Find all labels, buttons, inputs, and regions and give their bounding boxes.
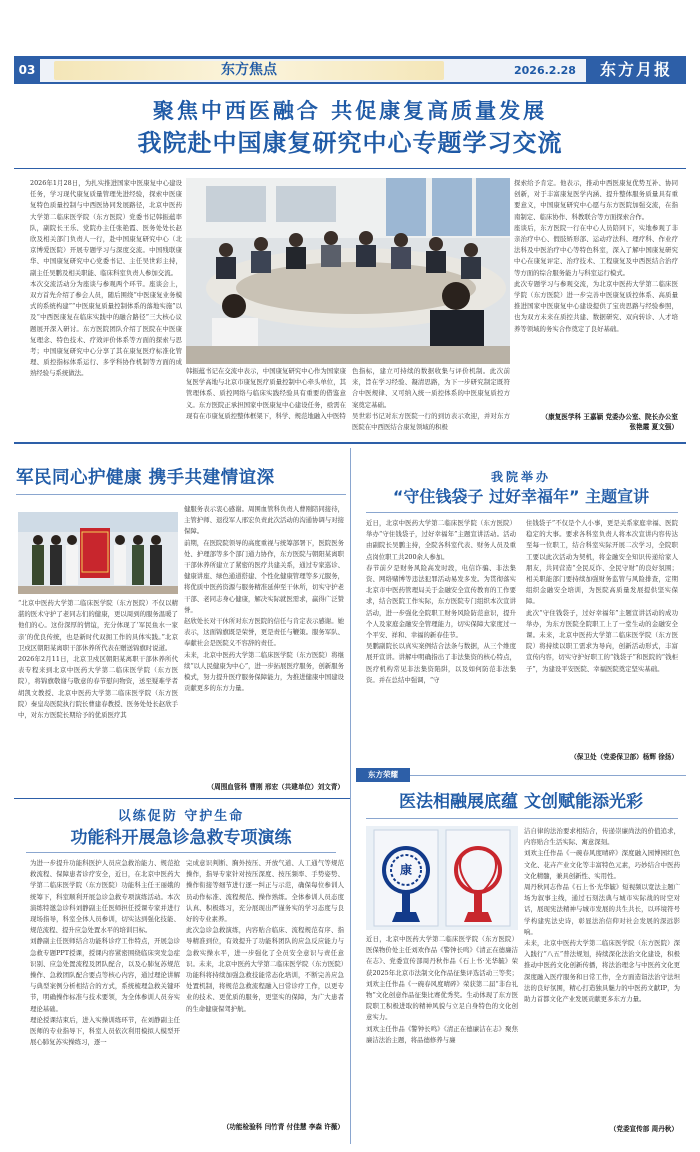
lead-meeting-photo xyxy=(186,178,510,364)
honor-tag-text: 东方荣耀 xyxy=(368,770,398,779)
drill-credit: （功能检验科 闫竹青 付佳慧 李森 许薇） xyxy=(222,1123,344,1131)
drill-kicker: 以练促防 守护生命 xyxy=(117,809,245,824)
lead-title-underline xyxy=(14,168,686,169)
honor-column-2: 洁自律的法治要求相结合，传递崇廉尚法的价值追求，内容贴合生活实际、寓意深刻。 刘欢主任作品《一碗春风度晴碎》深度融入园博园红色文化、花卉产业文化等丰富特色元素，巧妙结合中医药文化精髓，兼具创新性、实用性。 周丹秋同志作品《石上书·光华毓》短视频以宽法主题广场为叙事主线，通过石刻法典与城市实际战的时空对话，展现宪法精神与城市发展的共生共长，以环境符号学构建宪法史诗，彰显法治信仰对社会发展的深远影响。 未来，北京中医药大学第二临床医学院（东方医院）深入践行“八五”普法规划，持续深化法治文化建设，积极推动中医药文化创新传播，将法治理念与中医药文化更深度融入医疗服务和日常工作，全方面造诣法治守法坦法的良好氛围，精心打造独具魅力的中医药文献IP，为助力首都文化产业发展贡献更多东方力量。 xyxy=(524,827,680,1004)
meeting-room-illustration xyxy=(186,178,510,364)
military-column-2: 健服务表示衷心感谢。周围血管科负责人曹刚陪同接待，主管护师、退役军人邢宏负责此次活动的沟通协调与对接保障。 前期，在医院院领导的高度重视与统筹部署下，医院医务处、护理部等多个部门通力协作，东方医院与朝阳某离职干部休养所建立了紧密的医疗共建关系，通过专家巡诊、健康讲座、绿色通道搭建、个性化健康管理等多元服务，将优质中医药资源与服务精准延伸至干休所，切实守护老干部、老同志身心健康，解决实际就医需求，赢得广泛赞誉。 赵欣处长对干休所对东方医院的信任与肯定表示感谢。她表示，这面锦旗既是荣誉，更是责任与鞭策。服务军队、奉献社会是医院义不容辞的责任。 未来，北京中医药大学第二临床医学院（东方医院）将继续“以人民健康为中心”，进一步拓展医疗服务，创新服务模式，努力提升医疗服务保障能力，为推进健康中国建设贡献更多的东方力量。 xyxy=(184,505,344,693)
drill-title: 功能科开展急诊急救专项演练 xyxy=(70,828,292,848)
drill-column-2: 完成意识判断、胸外按压、开放气道、人工通气等规范操作，指导专家针对按压深度、按压频率、手势姿势、操作衔接等细节进行逐一纠正与示范，确保每位参训人员动作标准、流程规范、操作熟练。全体参训人员态度认真、积极练习，充分展现出严谨务实的学习态度与良好的专业素养。 此次急诊急救演练，内容贴合临床、流程规范有序、指导精准到位，有效提升了功能科团队的应急反应能力与急救实操水平，进一步强化了全员安全意识与责任意识。未来，北京中医药大学第二临床医学院（东方医院）功能科将持续加强急救技能常态化培训，不断完善应急处置机制，将规范急救流程融入日常诊疗工作，以更专业的技术、更优质的服务，更坚实的保障，为广大患者的生命健康保驾护航。 xyxy=(186,859,344,1013)
lead-column-4: 探索给予肯定。他表示，推动中西医康复优势互补、协同创新，对于丰富康复医学内涵、提升整体服务质量具有重要意义，中国康复研究中心愿与东方医院加强交流，在指南制定、临床协作、科教联合等方面探索合作。 座谈后，东方医院一行在中心人员陪同下，实地参观了非亲治疗中心、假肢矫形部、运动疗法科、理疗科、作业疗法科及中医治疗中心等特色科室，深入了解中国康复研究中心在康复评定、治疗技术、工程康复及中西医结合治疗等方面的综合服务能力与科室运行模式。 此次专题学习与参观交流，为北京中医药大学第二临床医学院（东方医院）进一步完善中医康复质控体系、高质量推进国家中医康复中心建设提供了宝贵思路与经验参照，也为双方未来在质控共建、数据研究、双向转诊、人才培养等领域的务实合作奠定了良好基础。 xyxy=(514,179,678,333)
finance-column-2: 住钱袋子”不仅是个人小事，更是关系家庭幸福、医院稳定的大事。要求各科室负责人将本次宣讲内容传达至每一位职工，结合科室实际开展二次学习，全院职工要以此次活动为契机，将金融安全知识传递给家人朋友，共同营造“全民反诈、全民守财”的良好氛围；相关职能部门要持续加强财务监管与风险排查，定期组织金融安全培训，为医院高质量发展提供坚实保障。 此次“守住钱袋子，过好幸福年”主题宣讲活动的成功举办，为东方医院全院职工上了一堂生动的金融安全课。未来，北京中医药大学第二临床医学院（东方医院）将持续以职工需求为导向，创新活动形式，丰富宣传内容，切实守护好职工的“钱袋子”和医院的“钱柜子”，为建设平安医院、幸福医院奠定坚实基础。 xyxy=(526,519,678,673)
papercut-artwork xyxy=(366,826,518,930)
section-title: 东方焦点 xyxy=(221,62,277,78)
honor-column-1: 近日，北京中医药大学第二临床医学院（东方医院）医保物价处主任刘欢作品《警钟长鸣》《清正在德廉洁在志》、党委宣传部周丹秋作品《石上书·光华毓》荣获2025年北京市法制文化作品征集评选活动三等奖；刘欢主任作品《一碗春风度晴碎》荣获第二届“非台礼物”文化创意作品征集比赛优秀奖。生动体现了东方医院职工积极进取的精神风貌与立足自身特色的文化创意实力。 刘欢主任作品《警钟长鸣》《清正在德廉洁在志》聚焦廉洁法治主题，将品德修养与廉 xyxy=(366,935,518,1044)
honor-credit: （党委宣传部 周丹秋） xyxy=(609,1125,678,1133)
drill-title-underline xyxy=(26,852,336,853)
military-title: 军民同心护健康 携手共建情谊深 xyxy=(16,468,275,488)
honor-title-underline xyxy=(366,818,678,819)
military-credit: （周围血管科 曹刚 邢宏（共建单位）刘文青） xyxy=(207,783,344,791)
finance-column-1: 近日，北京中医药大学第二临床医学院（东方医院）举办“守住钱袋子，过好幸福年”主题宣讲活动。活动由副院长吴鹏主持，全院各科室代表、财务人员及重点岗位职工共200余人参加。 春节前夕是财务风险高发时段，电信诈骗、非法集资、网络赌博等违法犯罪活动易发多发。为贯彻落实北京市中医药管理局关于金融安全宣传教育的工作要求，结合医院工作实际，东方医院专门组织本次宣讲活动，进一步强化全院职工财务风险防范意识，提升个人及家庭金融安全管理能力，切实保障大家度过一个平安、祥和、幸福的新春佳节。 吴鹏副院长以真实案例结合法条与数据，从三个维度展开宣讲。讲解中明确指出了非法集资的核心特点，医疗机构常见非法集资陷阱，以及如何防范非法集资。并在总结中强调，“守 xyxy=(366,519,516,684)
banner-presentation-illustration xyxy=(18,504,178,594)
lead-credit-2: 张艳霞 夏文强） xyxy=(629,423,678,431)
papercut-character: 康 xyxy=(399,863,412,877)
section-divider-2 xyxy=(14,798,350,799)
military-banner-photo xyxy=(18,504,178,594)
vertical-divider-bottom xyxy=(350,770,351,1144)
masthead: 东方月报 xyxy=(586,56,686,84)
military-column-1: “北京中医药大学第二临床医学院（东方医院）不仅以精湛的医术守护了老同志们的健康，更以周到的服务温暖了他们的心。这份深厚的情谊，充分体现了‘军民鱼水一家亲’的优良传统，也是新时代双拥工作的具体实践。”北京卫戍区朝阳某离职干部休养所代表在赠送锦旗时说道。 2026年2月11日，北京卫戍区朝阳某离职干部休养所代表专程来到北京中医药大学第二临床医学院（东方医院），将锦旗敬谢与敬意的春节慰问物资，送至疑难学者胡凯文教授、北京中医药大学第二临床医学院（东方医院）秦皇岛医院执行院长曹建春教授、医务处处长赵欣手中，对东方医院长期给予的优质医疗其 xyxy=(18,599,178,720)
drill-column-1: 为进一步提升功能科医护人员应急救治能力、规范抢救流程、保障患者诊疗安全，近日，在北京中医药大学第二临床医学院（东方医院）功能科主任王丽娥的统筹下，科室顺利开展急诊急救专项演练活动。本次演练特邀急诊科刘静副主任医师担任授课专家并进行现场指导，科室全体人员参训，切实达到强化技能、规范流程、提升应急处置水平的培训目标。 刘静副主任医师结合功能科诊疗工作特点，开展急诊急救专题PPT授课，授课内容紧密围绕临床突发急症识别、应急处置流程及团队配合，以及心肺复苏规范操作、急救团队配合要点等核心内容，通过理论讲解与典型案例分析相结合的方式，系统梳理急救关键环节，明确操作标准与技术要领，为全体参训人员夯实理论基础。 理论授课结束后，进入实操训练环节，在刘静副主任医师的专业指导下，科室人员依次利用模拟人模型开展心肺复苏实操练习，逐一 xyxy=(30,859,180,1047)
issue-date: 2026.2.28 xyxy=(514,64,576,77)
lead-column-1: 2026年1月28日，为扎实推进国家中医康复中心建设任务，学习现代康复质量管理先进经验，探索中医康复特色质量控制与中西医协同发展路径，北京中医药大学第二临床医学院（东方医院）党委书记韩振蕴率队，副院长王乐、党院办主任张艳霞、医务处处长赵欣及相关部门负责人一行，赴中国康复研究中心（北京博爱医院）开展专题学习与深度交流。中国残联康华、中国康复研究中心党委书记、主任吴世彩主持，副主任吴鹏及相关职能、临床科室负责人参加交流。 本次交流活动分为座谈与参观两个环节。座谈会上，双方首先介绍了参会人员，随后围绕“中医康复业务模式的系统构建”“中医康复质量控制体系的落地实施”以及“中西医康复在临床实践中的融合路径”三大核心议题展开深入研讨。东方医院团队介绍了医院在中医康复理念、特色技术、疗效评价体系等方面的探索与思考；中国康复研究中心分享了其在康复医疗标准化管理、质控指标体系运行、多学科协作机制等方面的成熟经验与系统做法。 xyxy=(30,179,182,378)
lead-title-line2: 我院赴中国康复研究中心专题学习交流 xyxy=(137,129,563,157)
finance-title: “守住钱袋子 过好幸福年” 主题宣讲 xyxy=(392,487,650,506)
lead-photo-caption-column: 韩振蕴书记在交流中表示，中国康复研究中心作为国家康复医学高地与北京市康复医疗质量控制中心牵头单位，其管理体系、质控网络与临床实践经验具有重要的借鉴意义。东方医院正承担国家中医康复中心建设任务，亟需在现有在市康复质控整体框架下，科学、规范地融入中医特 xyxy=(186,367,346,420)
military-title-underline xyxy=(16,494,346,495)
vertical-divider-mid xyxy=(350,448,351,798)
finance-title-underline xyxy=(366,512,678,513)
honor-tag-rule xyxy=(410,775,686,776)
page-number: 03 xyxy=(14,59,40,82)
lead-column-3: 色指标，建立可持续的数据收集与评价机制。此次前来，旨在学习经验、凝清思路，为下一步研究制定既符合中医规律、又可纳入统一质控体系的中医康复质控方案奠定基础。 吴世彩书记对东方医院一行的到访表示欢迎，并对东方医院在中西医结合康复领域的积极 xyxy=(352,367,510,432)
section-divider-1 xyxy=(14,442,686,444)
page-header xyxy=(14,56,686,84)
lead-title-line1: 聚焦中西医融合 共促康复高质量发展 xyxy=(152,99,548,123)
finance-kicker: 我院举办 xyxy=(490,470,551,484)
honor-title: 医法相融展底蕴 文创赋能添光彩 xyxy=(399,792,643,812)
lead-credit-1: （康复医学科 王嘉颖 党委办公室、院长办公室 xyxy=(541,413,678,421)
papercut-illustration xyxy=(366,826,518,930)
finance-credit: （保卫处（党委保卫部）杨辉 徐扬） xyxy=(570,753,678,761)
